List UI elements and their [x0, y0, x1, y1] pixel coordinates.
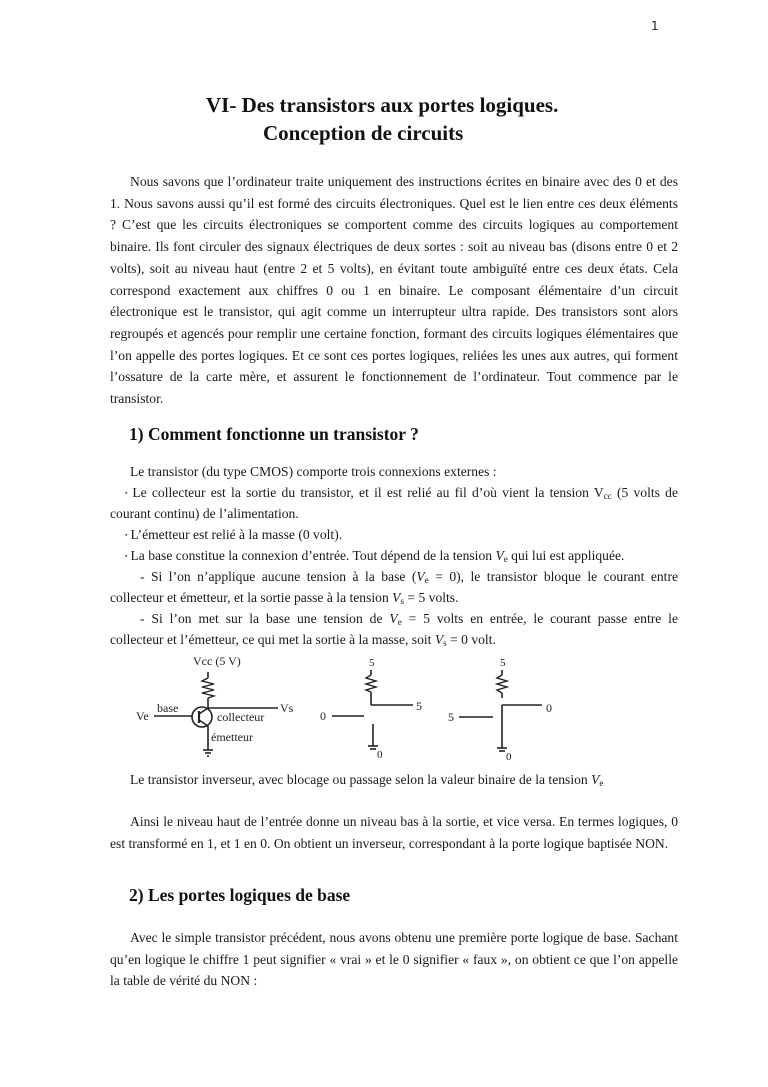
bullet-collector-cont: courant continu) de l’alimentation. — [110, 506, 299, 521]
bullet-icon: ▪ — [125, 531, 128, 540]
intro-paragraph: Nous savons que l’ordinateur traite uniquement des instructions écrites en binaire avec des 0 et des 1. Nous savons aussi qu’il est formé des circuits électroniques. Quel est le lien entre ces deux éléments ? C’est que les circuits électroniques se comportent comme des circuits logiques au comportement binaire. Ils font circuler des signaux électriques de deux sortes : soit au niveau bas (disons entre 0 et 2 volts), soit au niveau haut (entre 2 et 5 volts), en évitant toute ambiguïté entre ces deux états. Cela correspond exactement aux chiffres 0 ou 1 en binaire. Le composant élémentaire d’un circuit électronique est le transistor, qui agit comme un interrupteur ultra rapide. Des transistors sont alors regroupés et agencés pour remplir une certaine fonction, formant des circuits logiques élémentaires que l’on appelle des portes logiques. Et ce sont ces portes logiques, reliées les unes aux autres, qui forment l’ossature de la carte mère, et assurent le fonctionnement de l’ordinateur. Tout commence par le transistor. — [110, 174, 678, 407]
base-label: base — [157, 701, 179, 715]
ve-label: Ve — [136, 709, 149, 723]
diagram-caption: Le transistor inverseur, avec blocage ou passage selon la valeur binaire de la tension $V_e$ — [130, 772, 604, 788]
bullet-emitter: ▪ L’émetteur est relié à la masse (0 volt). — [125, 527, 343, 542]
bullet-collector: ▪ Le collecteur est la sortie du transistor, et il est relié au fil d’où vient la tension $V_{cc}$ (5 volts de — [125, 485, 679, 501]
section-1-lead: Le transistor (du type CMOS) comporte trois connexions externes : — [130, 464, 497, 479]
passing-state-circuit — [459, 670, 542, 751]
case-passing-line-1: - Si l’on met sur la base une tension de $V_e = 5$ volts en entrée, le courant passe entre le — [140, 611, 678, 627]
passing-input-value: 5 — [448, 710, 454, 724]
transistor-inverter-diagram — [120, 640, 600, 770]
blocked-state-circuit — [332, 670, 413, 749]
section-2-heading: 2) Les portes logiques de base — [129, 885, 351, 905]
section-1-heading: 1) Comment fonctionne un transistor ? — [129, 424, 419, 444]
emitter-label: émetteur — [211, 730, 253, 744]
document-title-line-1: VI- Des transistors aux portes logiques. — [206, 93, 559, 117]
case-passing-line-2: collecteur et l’émetteur, ce qui met la sortie à la masse, soit $V_s = 0$ volt. — [110, 632, 496, 648]
blocked-ground-value: 0 — [377, 749, 383, 761]
page-number: 1 — [651, 19, 659, 33]
section-2-paragraph: Avec le simple transistor précédent, nous avons obtenu une première porte logique de base. Sachant qu’en logique le chiffre 1 peut signifier « vrai » et le 0 signifier « faux », on obtient ce que l’on appelle la table de vérité du NON : — [110, 930, 678, 989]
case-blocked-line-2: collecteur et émetteur, et la sortie passe à la tension $V_s = 5$ volts. — [110, 590, 459, 606]
passing-vcc-value: 5 — [500, 657, 506, 669]
document-title-line-2: Conception de circuits — [263, 121, 464, 145]
bullet-base: ▪ La base constitue la connexion d’entrée. Tout dépend de la tension $V_e$ qui lui est appliquée. — [125, 548, 625, 564]
vcc-label: Vcc (5 V) — [193, 654, 241, 668]
passing-ground-value: 0 — [506, 751, 512, 763]
blocked-output-value: 5 — [416, 699, 422, 713]
blocked-input-value: 0 — [320, 709, 326, 723]
collector-label: collecteur — [217, 710, 265, 724]
inverter-paragraph: Ainsi le niveau haut de l’entrée donne un niveau bas à la sortie, et vice versa. En termes logiques, 0 est transformé en 1, et 1 en 0. On obtient un inverseur, correspondant à la porte logique baptisée NON. — [110, 814, 678, 851]
bullet-icon: ▪ — [125, 489, 130, 498]
bullet-icon: ▪ — [125, 552, 128, 561]
passing-output-value: 0 — [546, 701, 552, 715]
vs-label: Vs — [280, 701, 294, 715]
blocked-vcc-value: 5 — [369, 657, 375, 669]
case-blocked-line-1: - Si l’on n’applique aucune tension à la base $(V_e = 0)$, le transistor bloque le courant entre — [140, 569, 678, 585]
